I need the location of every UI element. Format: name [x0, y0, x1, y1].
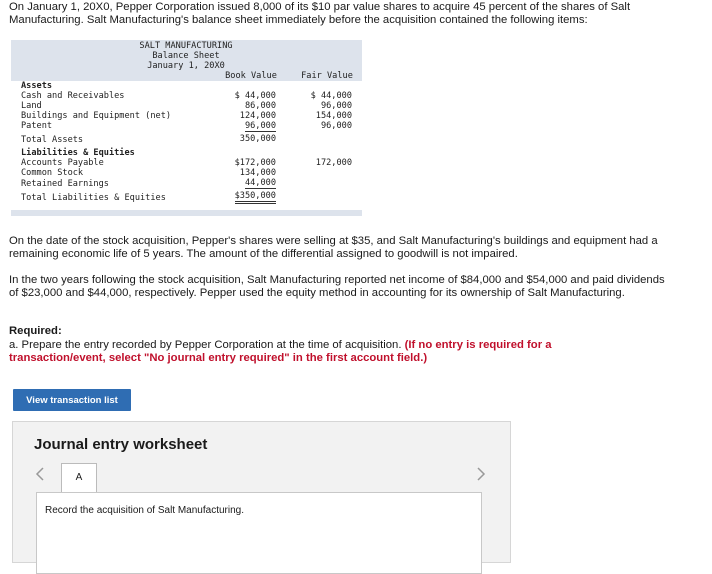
- row-label: Common Stock: [21, 168, 84, 178]
- requirement-a: [9, 339, 609, 365]
- row-book: 86,000: [244, 101, 276, 111]
- row-book: $172,000: [234, 158, 276, 168]
- view-transaction-list-button[interactable]: View transaction list: [13, 389, 131, 411]
- row-label: Cash and Receivables: [21, 91, 125, 101]
- problem-paragraph-2: On the date of the stock acquisition, Pepper's shares were selling at $35, and Salt Manufacturing's buildings and equipment had a remaining economic life of 5 years. The amount of the differential assigned to goodwill is not impaired.: [9, 235, 658, 260]
- row-label: Patent: [21, 121, 53, 131]
- problem-intro: On January 1, 20X0, Pepper Corporation issued 8,000 of its $10 par value shares to acquire 45 percent of the shares of Salt Manufacturing. Salt Manufacturing's balance sheet immediately before the acquisition contained the following items:: [9, 1, 631, 26]
- assets-heading: Assets: [21, 81, 53, 91]
- worksheet-title: Journal entry worksheet: [34, 436, 208, 453]
- row-label: Accounts Payable: [21, 158, 104, 168]
- row-label: Buildings and Equipment (net): [21, 111, 172, 121]
- col-book-header: Book Value: [225, 71, 277, 81]
- requirement-a-text: a. Prepare the entry recorded by Pepper Corporation at the time of acquisition.: [9, 339, 402, 351]
- row-fair: 172,000: [315, 158, 352, 168]
- balance-sheet: [11, 40, 362, 216]
- row-fair: 96,000: [320, 121, 352, 131]
- total-assets-value: 350,000: [239, 134, 276, 144]
- row-label: Land: [21, 101, 42, 111]
- row-book: 44,000: [244, 178, 276, 188]
- total-assets-label: Total Assets: [21, 135, 84, 145]
- sheet-footer-band: [11, 210, 362, 216]
- chevron-left-icon[interactable]: [35, 467, 45, 481]
- total-le-label: Total Liabilities & Equities: [21, 193, 166, 203]
- liabilities-heading: Liabilities & Equities: [21, 148, 135, 158]
- row-book: $ 44,000: [234, 91, 276, 101]
- row-book: 124,000: [239, 111, 276, 121]
- worksheet-panel: [36, 492, 482, 574]
- sheet-date: January 1, 20X0: [147, 61, 225, 71]
- tab-a[interactable]: A: [61, 463, 97, 494]
- row-fair: 96,000: [320, 101, 352, 111]
- sheet-title: Balance Sheet: [152, 51, 220, 61]
- problem-paragraph-3: In the two years following the stock acquisition, Salt Manufacturing reported net income of $84,000 and $54,000 and paid dividends of $23,000 and $44,000, respectively. Pepper used the equity method in accounting for its ownership of Salt Manufacturing.: [9, 274, 665, 299]
- col-fair-header: Fair Value: [301, 71, 353, 81]
- requirement-a-note: (If no entry is required for a transaction/event, select "No journal entry required" in the first account field.): [9, 339, 552, 364]
- journal-entry-worksheet: [12, 421, 511, 563]
- chevron-right-icon[interactable]: [476, 467, 486, 481]
- sheet-company: SALT MANUFACTURING: [139, 41, 233, 51]
- worksheet-instruction: Record the acquisition of Salt Manufacturing.: [45, 505, 244, 516]
- required-label: Required:: [9, 325, 62, 337]
- row-book: 96,000: [244, 121, 276, 131]
- row-label: Retained Earnings: [21, 179, 109, 189]
- row-fair: $ 44,000: [310, 91, 352, 101]
- row-book: 134,000: [239, 168, 276, 178]
- total-le-value: $350,000: [235, 191, 276, 204]
- row-fair: 154,000: [315, 111, 352, 121]
